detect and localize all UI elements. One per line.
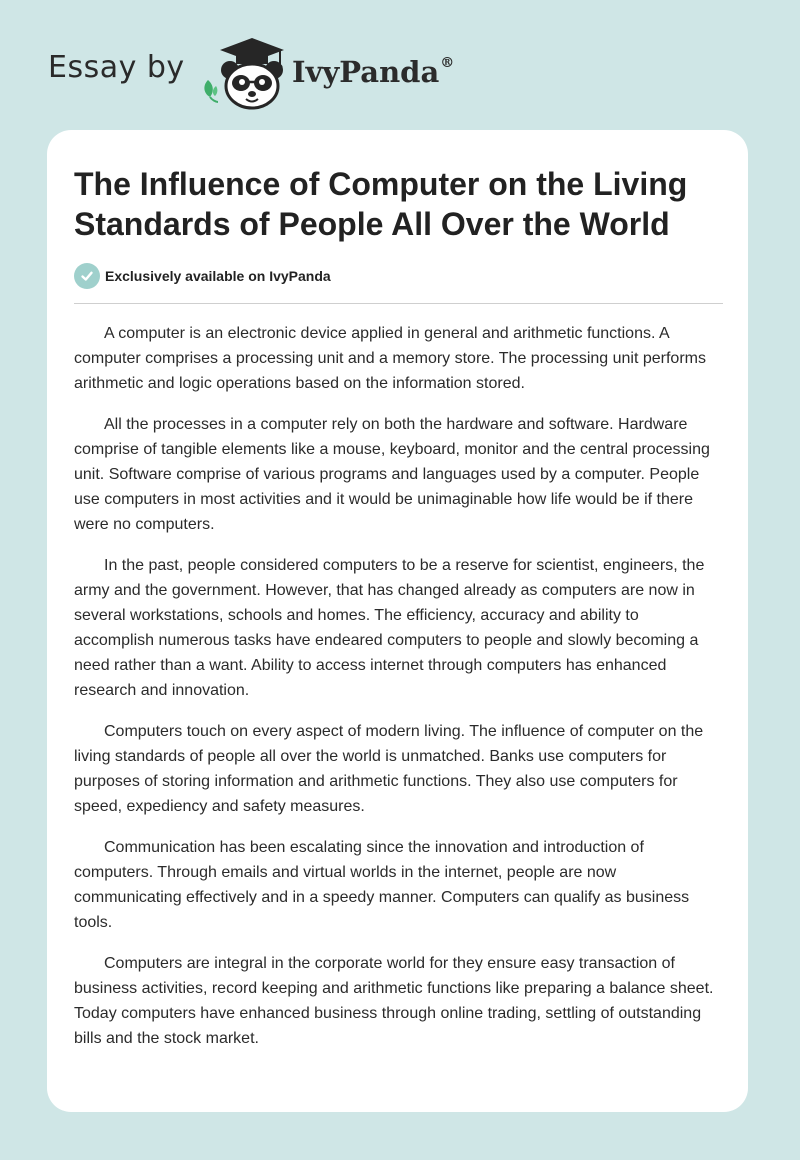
check-mark-graphic [80,269,94,283]
essay-title: The Influence of Computer on the Living Standards of People All Over the World [74,166,688,242]
essay-paragraph: Communication has been escalating since the innovation and introduction of computers. Through emails and virtual worlds in the internet, people are now communicating effectively and in a speedy manner. Computers can qualify as business tools. [74,839,690,931]
essay-paragraph: In the past, people considered computers to be a reserve for scientist, engineers, the army and the government. However, that has changed already as computers are now in several workstations, schools and homes. The efficiency, accuracy and ability to accomplish numerous tasks have endeared computers to people and slowly becoming a need rather than a want. Ability to access internet through computers has enhanced research and innovation. [74,557,705,699]
registered-mark: ® [440,55,455,72]
brand-name[interactable] [292,55,454,89]
panda-logo-graphic [200,34,286,110]
title-divider [74,303,723,304]
essay-paragraph: Computers touch on every aspect of modern living. The influence of computer on the living standards of people all over the world is unmatched. Banks use computers for purposes of storing information and arithmetic functions. They also use computers for speed, expediency and safety measures. [74,723,704,815]
check-circle-icon [74,263,100,289]
essay-paragraph: Computers are integral in the corporate world for they ensure easy transaction of business activities, record keeping and arithmetic functions like preparing a balance sheet. Today computers have enhanced business through online trading, settling of outstanding bills and the stock market. [74,955,714,1047]
essay-card [47,130,748,1112]
site-header [0,0,800,130]
panda-graduate-icon[interactable] [200,34,286,110]
essay-body [74,321,723,1067]
essay-paragraph: A computer is an electronic device applied in general and arithmetic functions. A computer comprises a processing unit and a memory store. The processing unit performs arithmetic and logic operations based on the information stored. [74,325,706,392]
exclusive-badge [74,262,331,290]
essay-by-label: Essay by [48,50,185,85]
essay-paragraph: All the processes in a computer rely on both the hardware and software. Hardware comprise of tangible elements like a mouse, keyboard, monitor and the central processing unit. Software comprise of various programs and languages used by a computer. People use computers in most activities and it would be unimaginable how life would be if there were no computers. [74,416,710,533]
brand-name-text: IvyPanda [292,55,440,89]
exclusive-badge-label: Exclusively available on IvyPanda [105,268,331,284]
